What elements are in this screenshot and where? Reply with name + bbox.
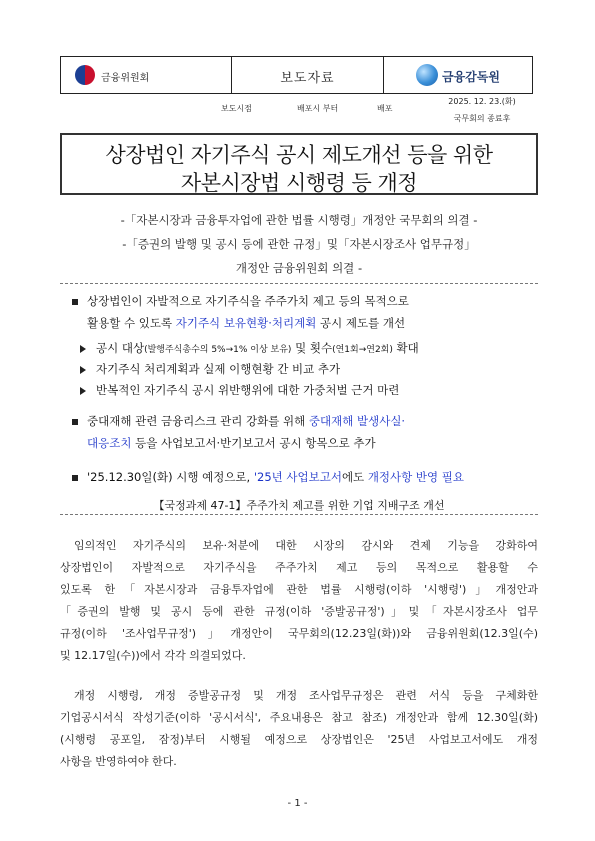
summary-bullet: 중대재해 관련 금융리스크 관리 강화를 위해 중대재해 발생사실·	[72, 413, 405, 429]
body-line: 규정(이하 '조사업무규정')」개정안이 국무회의(12.23일(화))와 금융위원회(12.3일(수)	[60, 627, 538, 640]
summary-bullet-cont: 활용할 수 있도록 자기주식 보유현황·처리계획 공시 제도를 개선	[87, 316, 406, 330]
square-bullet-icon	[72, 475, 78, 481]
embargo-label: 보도시점	[221, 104, 252, 113]
press-header	[60, 56, 533, 94]
square-bullet-icon	[72, 299, 78, 305]
summary-bullet: 상장법인이 자발적으로 자기주식을 주주가치 제고 등의 목적으로	[72, 293, 409, 309]
body-line: 및 12.17일(수))에서 각각 의결되었다.	[60, 649, 246, 662]
body-line: 「증권의 발행 및 공시 등에 관한 규정(이하 '증발공규정')」및「자본시장조사 업무	[60, 605, 538, 618]
body-line: 기업공시서식 작성기준(이하 '공시서식', 주요내용은 참고 참조) 개정안과 함께 12.30일(화)	[60, 711, 538, 724]
title-box	[60, 133, 538, 195]
header-divider	[383, 57, 384, 93]
body-line: (시행령 공포일, 잠정)부터 시행될 예정으로 상장법인은 '25년 사업보고서에도 개정	[60, 733, 538, 746]
triangle-bullet-icon	[80, 345, 86, 353]
sub-bullet: 자기주식 처리계획과 실제 이행현황 간 비교 추가	[80, 361, 340, 377]
dashed-divider	[60, 283, 538, 284]
release-date: 2025. 12. 23.(화)	[448, 97, 516, 106]
fsc-logo-icon	[75, 65, 95, 85]
release-timing: 국무회의 종료후	[453, 114, 511, 123]
summary-bullet: '25.12.30일(화) 시행 예정으로, '25년 사업보고서에도 개정사항 반영 필요	[72, 469, 464, 485]
distribution-value: 배포	[377, 104, 393, 113]
triangle-bullet-icon	[80, 366, 86, 374]
subtitle-line: -「증권의 발행 및 공시 등에 관한 규정」및「자본시장조사 업무규정」	[122, 237, 476, 251]
subtitle-line: -「자본시장과 금융투자업에 관한 법률 시행령」개정안 국무회의 의결 -	[120, 213, 478, 227]
dashed-divider	[60, 514, 538, 515]
summary-bullet-cont: 대응조치 등을 사업보고서·반기보고서 공시 항목으로 추가	[87, 436, 376, 450]
body-line: 사항을 반영하여야 한다.	[60, 755, 177, 768]
body-line: 있도록 한「자본시장과 금융투자업에 관한 법률 시행령(이하 '시행령')」개정안과	[60, 583, 538, 596]
page-number: - 1 -	[287, 798, 308, 809]
sub-bullet: 공시 대상(발행주식총수의 5%→1% 이상 보유) 및 횟수(연1회→연2회) 확대	[80, 340, 419, 356]
sub-bullet: 반복적인 자기주식 공시 위반행위에 대한 가중처벌 근거 마련	[80, 382, 399, 398]
body-line: 개정 시행령, 개정 증발공규정 및 개정 조사업무규정은 관련 서식 등을 구체화한	[74, 689, 538, 702]
policy-task-label: 【국정과제 47-1】주주가치 제고를 위한 기업 지배구조 개선	[153, 499, 445, 512]
subtitle-line: 개정안 금융위원회 의결 -	[235, 261, 363, 275]
distribution-label: 배포시 부터	[297, 104, 339, 113]
triangle-bullet-icon	[80, 387, 86, 395]
body-line: 상장법인이 자발적으로 자기주식을 주주가치 제고 등의 목적으로 활용할 수	[60, 561, 538, 574]
page-title-line2: 자본시장법 시행령 등 개정	[180, 171, 418, 195]
agency-name-fss: 금융감독원	[442, 70, 500, 84]
page-title-line1: 상장법인 자기주식 공시 제도개선 등을 위한	[105, 143, 493, 167]
agency-name-fsc: 금융위원회	[101, 73, 150, 84]
body-line: 임의적인 자기주식의 보유·처분에 대한 시장의 감시와 견제 기능을 강화하여	[74, 539, 538, 552]
square-bullet-icon	[72, 419, 78, 425]
fss-logo-icon	[416, 64, 438, 86]
press-release-label: 보도자료	[280, 71, 335, 86]
